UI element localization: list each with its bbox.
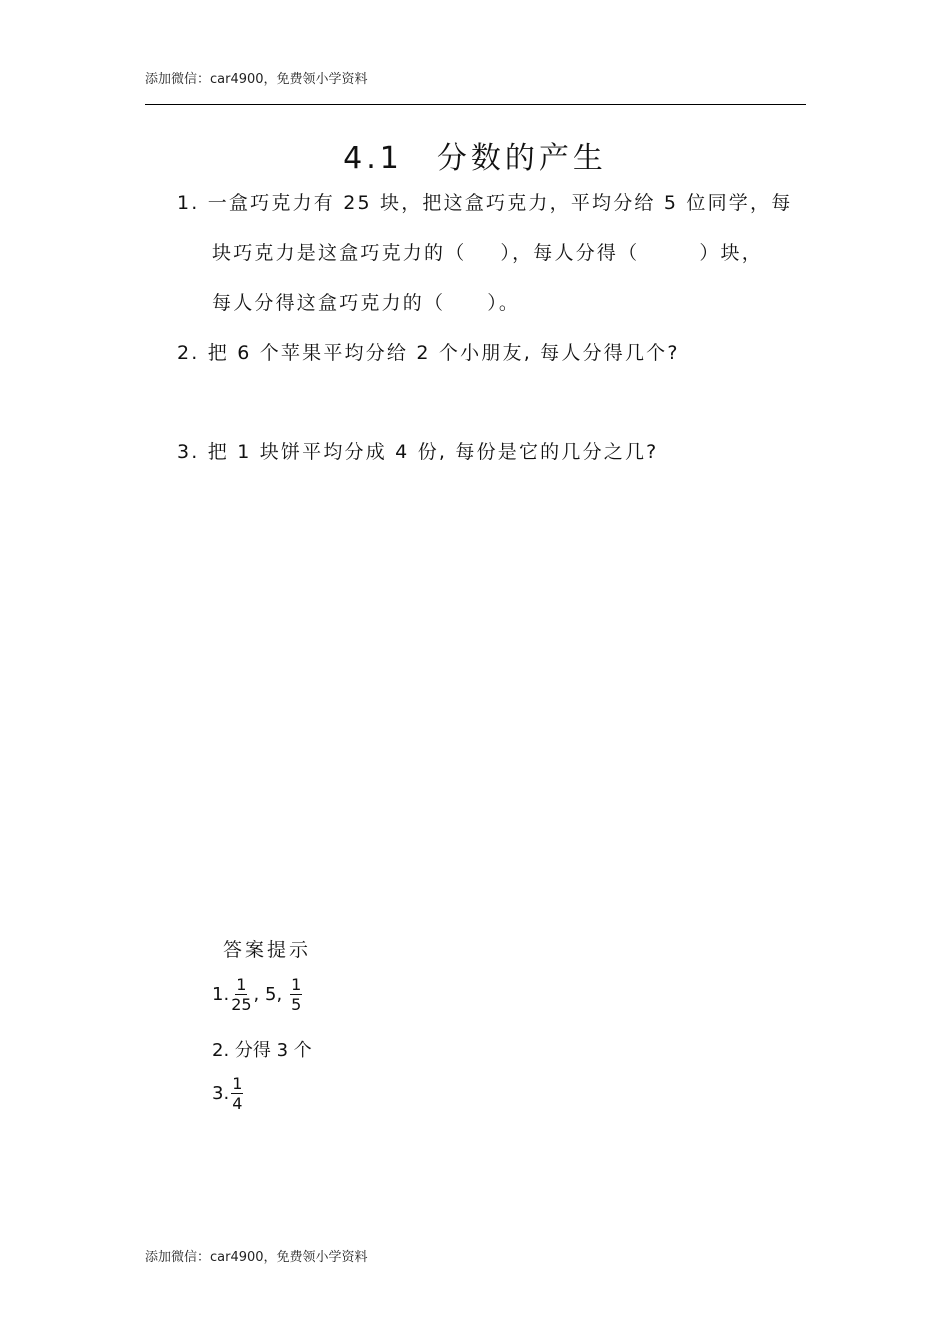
question-3: 3. 把 1 块饼平均分成 4 份, 每份是它的几分之几?: [177, 441, 659, 463]
answer-1-middle: , 5,: [253, 984, 283, 1005]
question-1-line-2-part-b: ），每人分得（: [500, 242, 640, 264]
answer-1-fraction-1: [231, 976, 251, 1013]
header-divider: [145, 104, 806, 105]
answer-2: 2. 分得 3 个: [212, 1040, 312, 1061]
answer-1-prefix: 1.: [212, 984, 230, 1005]
answer-section-title: 答案提示: [223, 939, 312, 961]
header-watermark-text: 添加微信：car4900，免费领小学资料: [145, 72, 368, 87]
question-1-line-2: [212, 238, 763, 265]
answer-3-fraction-numerator: 1: [232, 1074, 243, 1093]
answer-3-prefix: 3.: [212, 1083, 230, 1104]
question-1-line-2-part-a: 块巧克力是这盒巧克力的（: [212, 242, 467, 264]
answer-1: [212, 976, 304, 1013]
answer-1-fraction-2: [290, 976, 302, 1013]
answer-3-fraction-denominator: 4: [232, 1094, 243, 1113]
answer-1-fraction-2-denominator: 5: [291, 995, 302, 1014]
answer-1-fraction-1-numerator: 1: [236, 975, 247, 994]
question-1-line-3-part-a: 每人分得这盒巧克力的（: [212, 292, 446, 314]
answer-3: [212, 1075, 245, 1112]
question-1-line-3-part-b: ）。: [487, 292, 521, 314]
answer-1-fraction-1-denominator: 25: [231, 995, 252, 1014]
answer-1-fraction-2-numerator: 1: [291, 975, 302, 994]
page-title: 4.1 分数的产生: [343, 141, 607, 176]
question-1-line-1: 1. 一盒巧克力有 25 块，把这盒巧克力，平均分给 5 位同学，每: [177, 192, 793, 214]
answer-3-fraction: [231, 1075, 243, 1112]
question-1-line-2-part-c: ）块，: [699, 242, 763, 264]
footer-watermark-text: 添加微信：car4900，免费领小学资料: [145, 1250, 368, 1265]
question-1-line-3: [212, 288, 520, 315]
question-2: 2. 把 6 个苹果平均分给 2 个小朋友, 每人分得几个?: [177, 342, 680, 364]
